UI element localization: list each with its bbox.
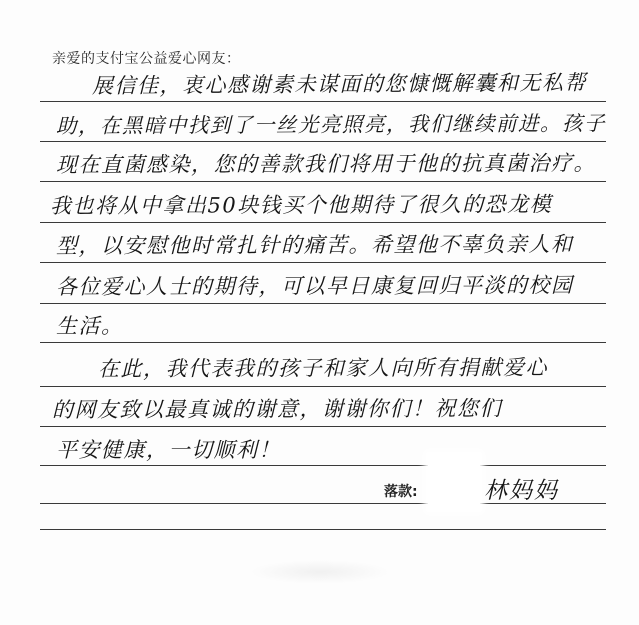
ruled-line [40, 141, 606, 142]
ruled-line [40, 222, 606, 223]
letter-line-6: 各位爱心人士的期待，可以早日康复回归平淡的校园 [55, 273, 574, 299]
ruled-line [40, 465, 606, 466]
ruled-line [40, 529, 606, 530]
letter-line-5: 型，以安慰他时常扎针的痛苦。希望他不辜负亲人和 [55, 232, 574, 258]
letter-line-8: 在此，我代表我的孩子和家人向所有捐献爱心 [97, 355, 548, 381]
letter-line-9: 的网友致以最真诚的谢意，谢谢你们！祝您们 [51, 396, 502, 422]
ruled-line [40, 386, 606, 387]
ruled-line [40, 181, 606, 182]
signature-label: 落款: [384, 484, 418, 500]
ruled-line [40, 101, 606, 102]
signature: 林妈妈 [484, 478, 559, 504]
ruled-line [40, 303, 606, 304]
watermark [250, 560, 390, 584]
letter-line-3: 现在直菌感染，您的善款我们将用于他的抗真菌治疗。 [55, 151, 596, 178]
ruled-line [40, 342, 606, 343]
redaction-patch [428, 454, 480, 510]
letter-line-4: 我也将从中拿出50块钱买个他期待了很久的恐龙模 [49, 192, 553, 219]
letter-line-1: 展信佳，衷心感谢素未谋面的您慷慨解囊和无私帮 [91, 70, 587, 99]
ruled-line [40, 426, 606, 427]
letter-line-7: 生活。 [56, 314, 124, 338]
letter-line-10: 平安健康，一切顺利！ [56, 438, 281, 462]
letter-greeting: 亲爱的支付宝公益爱心网友： [52, 51, 241, 67]
letter-line-2: 助，在黑暗中找到了一丝光亮照亮，我们继续前进。孩子 [55, 111, 606, 139]
ruled-line [40, 262, 606, 263]
